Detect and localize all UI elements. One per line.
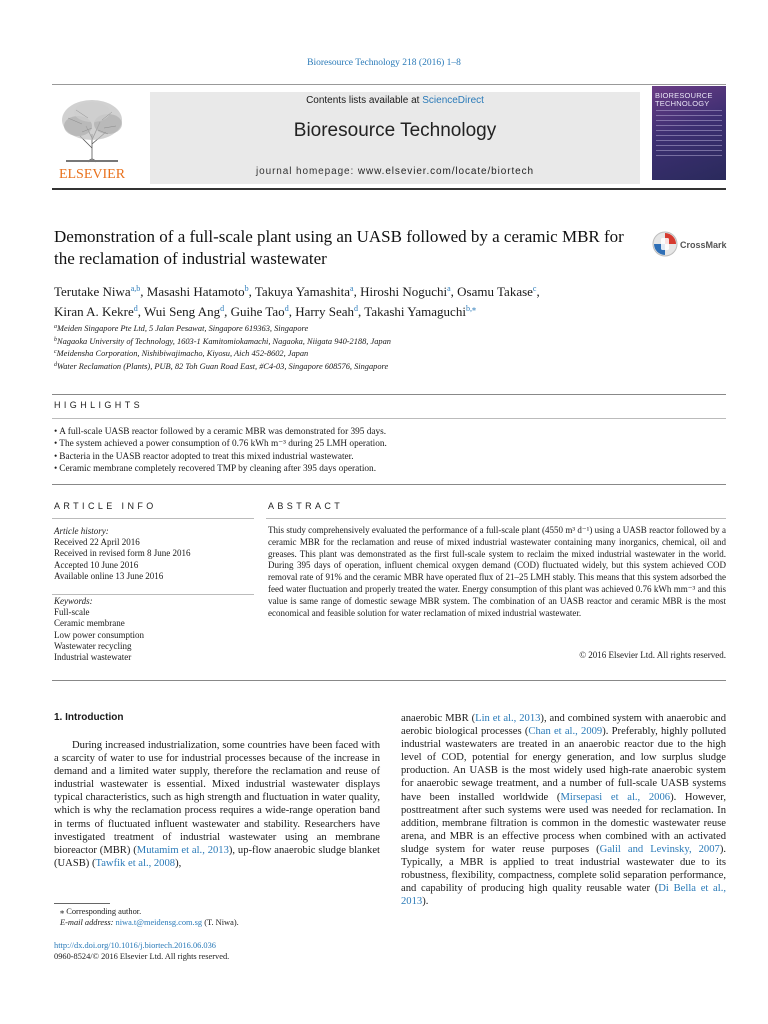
body-text-run: ). However, posttreatment after such systems were used was needed for reclamation. In addition, membrane filtration is common in the domestic wastewater reuse arena, and MBR is an effective process when combined with an activated sludge system for water reuse purposes ( [401,791,726,855]
history-revised: Received in revised form 8 June 2016 [54,548,191,559]
affiliation-item [54,335,614,348]
body-column-left [54,739,380,870]
author-separator: , [536,284,540,299]
footnote-rule [54,903,110,904]
author-affiliation-marker[interactable]: c [532,284,537,293]
intro-paragraph-left [54,739,380,870]
keyword-item: Full-scale [54,607,90,618]
history-accepted: Accepted 10 June 2016 [54,559,139,570]
body-text-run: ), [175,857,182,869]
footnote-star: ⁎ [60,907,65,916]
header-divider [52,188,726,190]
author-affiliation-marker[interactable]: d [133,304,138,313]
contents-available-line [150,95,640,106]
author-separator: , [353,284,361,299]
highlights-bottom-rule [52,484,726,485]
paper-title: Demonstration of a full-scale plant using an UASB followed by a ceramic MBR for the reclamation of industrial wastewater [54,227,624,268]
author-separator: , [137,304,145,319]
elsevier-tree-icon [52,90,138,182]
highlight-item: • The system achieved a power consumption of 0.76 kWh m⁻³ during 25 LMH operation. [54,438,674,450]
corresponding-label: Corresponding author. [66,907,142,916]
author-separator: , [358,304,365,319]
elsevier-wordmark: ELSEVIER [58,167,126,182]
author-affiliation-marker[interactable]: a,b [130,284,141,293]
highlight-item: • Bacteria in the UASB reactor adopted to treat this mixed industrial wastewater. [54,451,674,463]
body-column-right [401,712,726,908]
body-text-run: ). [422,896,429,908]
body-text-run: ). Typically, a MBR is applied to treat industrial wastewater due to its robustness, flexibility, compactness, complete solid separation performance, and capability of producing high quality reusable water ( [401,843,726,895]
crossmark-icon [652,230,732,258]
keyword-item: Wastewater recycling [54,640,132,651]
crossmark-label: CrossMark [680,240,727,250]
doi-link[interactable]: http://dx.doi.org/10.1016/j.biortech.2016.06.036 [54,941,216,950]
history-online: Available online 13 June 2016 [54,570,164,581]
author-affiliation-marker[interactable]: d [284,304,289,313]
affiliation-marker: b [54,336,57,343]
author-name[interactable]: Takashi Yamaguchi [364,304,466,319]
citation-link[interactable]: Galil and Levinsky, 2007 [599,843,720,855]
author-affiliation-marker[interactable]: b,⁎ [465,304,476,313]
citation-link[interactable]: Lin et al., 2013 [475,713,541,724]
journal-reference-link[interactable]: Bioresource Technology 218 (2016) 1–8 [307,58,461,68]
citation-link[interactable]: Mutamim et al., 2013 [136,844,229,856]
affiliation-marker: c [54,349,57,356]
body-text-run: ). Preferably, highly polluted industrial wastewaters are treated in an anaerobic reactor due to the high level of COD, potential for energy generation, and low surplus sludge production. An UASB is the most widely used high-rate anaerobic system for anaerobic sewage treatment, and a number of full-scale UASB systems have been installed worldwide ( [401,726,726,803]
abstract-bottom-rule [52,680,726,681]
author-separator: , [224,304,231,319]
article-info-heading: ARTICLE INFO [54,501,157,511]
crossmark-badge[interactable] [652,230,732,258]
journal-title: Bioresource Technology [293,120,497,141]
article-history [54,526,254,582]
affiliation-item [54,360,614,373]
journal-homepage-link[interactable]: www.elsevier.com/locate/biortech [357,166,534,177]
affiliation-text: Nagaoka University of Technology, 1603-1 Kamitomiokamachi, Nagaoka, Niigata 940-2188, Japan [57,336,391,346]
article-info-rule [52,518,254,519]
journal-cover-thumbnail[interactable] [652,86,726,180]
author-separator: , [288,304,296,319]
email-label: E-mail address: [60,918,116,927]
keyword-item: Low power consumption [54,629,144,640]
corresponding-author-footnote [60,906,390,928]
article-history-label: Article history: [54,526,109,536]
citation-link[interactable]: Mirsepasi et al., 2006 [560,791,671,803]
keywords-label: Keywords: [54,596,93,606]
author-name[interactable]: Osamu Takase [457,284,533,299]
email-suffix: (T. Niwa). [202,918,239,927]
citation-link[interactable]: Chan et al., 2009 [528,726,603,738]
journal-homepage-line [150,166,640,177]
introduction-heading: 1. Introduction [54,712,124,723]
author-name[interactable]: Masashi Hatamoto [146,284,245,299]
affiliation-list [54,322,614,372]
issn-copyright: 0960-8524/© 2016 Elsevier Ltd. All rights reserved. [54,952,230,961]
highlight-item: • A full-scale UASB reactor followed by a ceramic MBR was demonstrated for 395 days. [54,426,674,438]
intro-paragraph-right [401,712,726,908]
keyword-item: Industrial wastewater [54,652,132,663]
affiliation-text: Meiden Singapore Pte Ltd, 5 Jalan Pesawat, Singapore 619363, Singapore [57,324,309,333]
sciencedirect-link[interactable]: ScienceDirect [422,95,484,106]
author-affiliation-marker[interactable]: d [354,304,359,313]
author-separator: , [450,284,458,299]
author-name[interactable]: Wui Seng Ang [144,304,221,319]
author-separator: , [248,284,255,299]
citation-link[interactable]: Di Bella et al., 2013 [401,883,727,908]
affiliation-item [54,322,614,335]
author-email-link[interactable]: niwa.t@meidensg.com.sg [115,918,203,927]
highlights-heading-rule [52,418,726,419]
body-text-run: anaerobic MBR ( [401,713,476,724]
keyword-item: Ceramic membrane [54,618,125,629]
author-separator: , [140,284,147,299]
body-text-run: ), up-flow anaerobic sludge blanket (UASB) ( [54,844,381,869]
body-text-run: During increased industrialization, some countries have been faced with a scarcity of water to use for industrial processes because of the increase in demand and a limited water supply, therefore the reclamation and reuse of industrial wastewater is essential. Mixed industrial wastewater displays typical characteristics, such as high strength and fluctuation in water quality, which is why the reclamation process requires a wide-range operation band in terms of fluctuated influent wastewater and stability. Researchers have investigated treatment of industrial wastewater using an membrane bioreactor (MBR) ( [54,740,380,856]
cover-title: BIORESOURCE TECHNOLOGY [655,91,713,108]
homepage-prefix: journal homepage: [256,166,358,177]
author-affiliation-marker[interactable]: b [244,284,249,293]
highlight-item: • Ceramic membrane completely recovered TMP by cleaning after 395 days operation. [54,463,674,475]
keywords-block [54,596,254,663]
elsevier-logo[interactable] [52,90,138,182]
affiliation-marker: a [54,324,57,330]
citation-link[interactable]: Tawfik et al., 2008 [95,857,176,869]
affiliation-text: Meidensha Corporation, Nishibiwajimacho, Kiyosu, Aich 452-8602, Japan [56,349,309,359]
highlights-heading: HIGHLIGHTS [54,400,144,410]
author-name[interactable]: Guihe Tao [230,304,285,319]
top-divider [52,84,726,85]
author-affiliation-marker[interactable]: a [350,284,354,293]
history-received: Received 22 April 2016 [54,537,140,548]
affiliation-item [54,347,614,360]
highlights-list [54,426,674,475]
author-name[interactable]: Harry Seah [295,304,355,319]
author-name[interactable]: Hiroshi Noguchi [360,284,448,299]
abstract-rule [266,518,726,519]
contents-prefix: Contents lists available at [306,95,423,106]
abstract-text: This study comprehensively evaluated the performance of a full-scale plant (4550 m³ d⁻¹) using a UASB reactor followed by a ceramic MBR for the reclamation and reuse of mixed industrial wastewater containing many inorganics, chemical, oil and greases. This plant was demonstrated as the first full-scale system to reclaim the mixed industrial wastewater in the world. During 395 days of operation, influent chemical oxygen demand (COD) fluctuated widely, but this system achieved COD removal rate of 91% and the ceramic MBR have operated flux of 21–25 LMH stably. This means that this system adsorbed the feed water fluctuation and properly treated the water. Energy consumption of this plant was achieved 0.76 kWh mm⁻³ and this value is same range of domestic sewage MBR system. The combination of an UASB reactor and ceramic MBR is the most economical and feasible solution for water reclamation of mixed industrial wastewater. [268,525,726,618]
author-name[interactable]: Takuya Yamashita [254,284,351,299]
highlights-top-rule [52,394,726,395]
affiliation-text: Water Reclamation (Plants), PUB, 82 Toh Guan Road East, #C4-03, Singapore 608576, Singapore [57,361,389,371]
body-text-run: ), and combined system with anaerobic and aerobic biological processes ( [401,713,726,738]
author-name[interactable]: Terutake Niwa [54,284,131,299]
author-affiliation-marker[interactable]: a [447,284,451,293]
keywords-rule [52,594,254,595]
author-affiliation-marker[interactable]: d [220,304,225,313]
abstract-heading: ABSTRACT [268,501,344,511]
affiliation-marker: d [54,361,57,368]
cover-decoration [656,110,722,158]
author-list [54,280,674,320]
abstract-copyright: © 2016 Elsevier Ltd. All rights reserved. [579,650,726,660]
author-name[interactable]: Kiran A. Kekre [54,304,134,319]
